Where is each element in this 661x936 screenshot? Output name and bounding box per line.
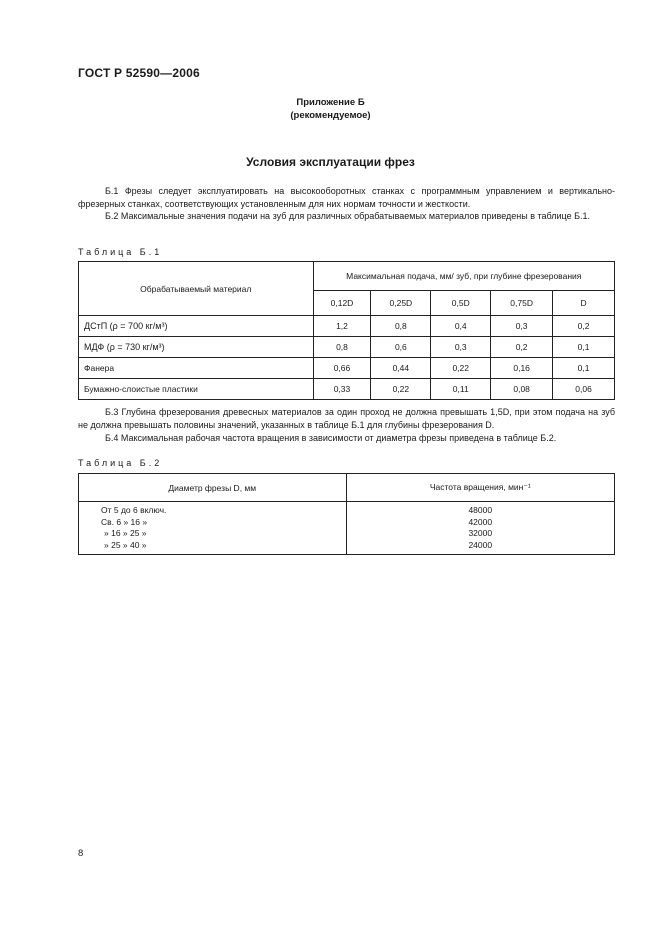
table1-material-cell: ДСтП (ρ = 700 кг/м³) [79,316,314,337]
list-item: Св. 6 » 16 » [101,516,148,527]
table-row [79,358,615,379]
table2-caption: Таблица Б.2 [78,458,163,468]
table1-value-cell: 0,11 [431,379,491,400]
appendix-subtitle: (рекомендуемое) [290,110,371,121]
table1-depth-header: 0,75D [491,291,553,316]
paragraph-b3: Б.3 Глубина фрезерования древесных материалов за один проход не должна превышать 1,5D, при этом подача на зуб не должна превышать половины значений, указанных в таблице Б.1 для глубины фрезерования D. [78,407,615,430]
page-number: 8 [78,848,84,859]
table2-speed-cell [346,502,614,555]
table1-value-cell: 0,2 [553,316,615,337]
list-item: » 16 » 25 » [104,528,147,538]
table1-feed-header: Максимальная подача, мм/ зуб, при глубине фрезерования [313,262,614,291]
table1-depth-header: 0,12D [313,291,371,316]
table1-material-cell: Бумажно-слоистые пластики [79,379,314,400]
table2-diameter-header: Диаметр фрезы D, мм [79,474,347,502]
table1-value-cell: 0,1 [553,337,615,358]
table1-material-cell: Фанера [79,358,314,379]
table1-value-cell: 0,06 [553,379,615,400]
list-item: 32000 [468,528,493,538]
table1-value-cell: 0,6 [371,337,431,358]
list-item: 48000 [468,505,493,515]
table1-depth-header: 0,25D [371,291,431,316]
list-item: От 5 до 6 включ. [101,505,167,515]
table1-depth-header: 0,5D [431,291,491,316]
table-row [79,337,615,358]
table-b1 [78,261,615,400]
table1-value-cell: 0,3 [431,337,491,358]
paragraph-b4: Б.4 Максимальная рабочая частота вращения в зависимости от диаметра фрезы приведена в таблице Б.2. [105,433,557,443]
section-title: Условия эксплуатации фрез [246,155,415,169]
table1-caption: Таблица Б.1 [78,247,163,257]
table2-speed-header: Частота вращения, мин⁻¹ [346,474,614,502]
table1-value-cell: 0,33 [313,379,371,400]
paragraph-b1: Б.1 Фрезы следует эксплуатировать на высокооборотных станках с программным управлением и вертикально-фрезерных станках, соответствующих установленным для них нормам точности и жесткости. [78,186,615,209]
table1-value-cell: 0,2 [491,337,553,358]
table1-value-cell: 0,8 [371,316,431,337]
list-item: » 25 » 40 » [104,539,147,550]
table1-value-cell: 0,22 [431,358,491,379]
list-item: 42000 [468,516,493,527]
appendix-title: Приложение Б [296,97,365,108]
table-b2 [78,473,615,555]
table-row [79,316,615,337]
table1-depth-header: D [553,291,615,316]
table1-material-header: Обрабатываемый материал [79,262,314,316]
table-row [79,379,615,400]
table1-value-cell: 0,22 [371,379,431,400]
table1-value-cell: 0,66 [313,358,371,379]
table1-value-cell: 1,2 [313,316,371,337]
table1-value-cell: 0,1 [553,358,615,379]
paragraph-b2: Б.2 Максимальные значения подачи на зуб для различных обрабатываемых материалов приведены в таблице Б.1. [105,211,591,221]
table1-value-cell: 0,8 [313,337,371,358]
table2-diameter-cell [79,502,347,555]
table1-material-cell: МДФ (ρ = 730 кг/м³) [79,337,314,358]
table1-value-cell: 0,08 [491,379,553,400]
list-item: 24000 [468,539,493,550]
table1-value-cell: 0,16 [491,358,553,379]
document-header: ГОСТ Р 52590—2006 [78,66,200,80]
table1-value-cell: 0,4 [431,316,491,337]
table1-value-cell: 0,44 [371,358,431,379]
table1-value-cell: 0,3 [491,316,553,337]
